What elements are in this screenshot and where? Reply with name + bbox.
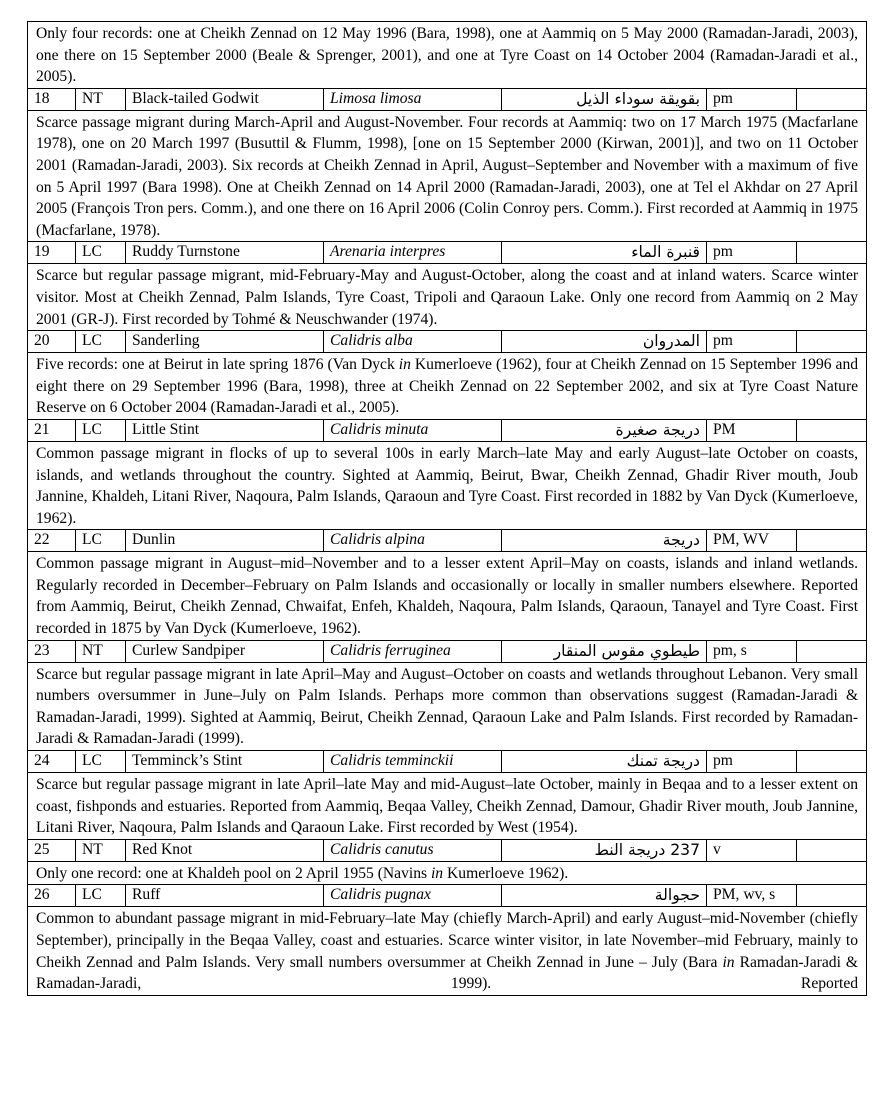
common-name: Curlew Sandpiper: [126, 640, 324, 662]
intro-row: [28, 22, 867, 89]
iucn-status: NT: [76, 88, 126, 110]
species-header-row: [28, 640, 867, 662]
empty-cell: [797, 242, 867, 264]
species-header-row: [28, 88, 867, 110]
species-description-row: [28, 552, 867, 640]
species-description: [28, 861, 867, 885]
occurrence-code: pm, s: [707, 640, 797, 662]
species-description: [28, 264, 867, 331]
iucn-status: LC: [76, 885, 126, 907]
empty-cell: [797, 419, 867, 441]
species-description: [28, 662, 867, 750]
species-description: [28, 552, 867, 640]
species-description-row: [28, 353, 867, 420]
species-number: 18: [28, 88, 76, 110]
species-number: 20: [28, 331, 76, 353]
description-text-continued: Kumerloeve 1962).: [443, 864, 569, 882]
scientific-name: Limosa limosa: [324, 88, 502, 110]
species-number: 22: [28, 530, 76, 552]
common-name: Sanderling: [126, 331, 324, 353]
description-italic-in: in: [722, 953, 735, 971]
species-header-row: [28, 885, 867, 907]
empty-cell: [797, 885, 867, 907]
species-header-row: [28, 751, 867, 773]
common-name: Ruddy Turnstone: [126, 242, 324, 264]
description-text: Common passage migrant in flocks of up to several 100s in early March–late May and early August–late October on coasts, islands, and wetlands throughout the country. Sighted at Aammiq, Beirut, Bwar, Cheikh Zennad, Ghadir River mouth, Joub Jannine, Khaldeh, Litani River, Naqoura, Palm Islands, Qaraoun and Tyre Coast. First recorded in 1882 by Van Dyck (Kumerloeve, 1962).: [36, 444, 859, 527]
species-description: [28, 773, 867, 840]
species-number: 23: [28, 640, 76, 662]
species-number: 19: [28, 242, 76, 264]
common-name: Dunlin: [126, 530, 324, 552]
empty-cell: [797, 640, 867, 662]
species-description-row: [28, 264, 867, 331]
species-description-row: [28, 441, 867, 529]
description-italic-in: in: [430, 864, 444, 882]
empty-cell: [797, 530, 867, 552]
scientific-name: Calidris alba: [324, 331, 502, 353]
arabic-name: طيطوي مقوس المنقار: [502, 640, 707, 662]
occurrence-code: PM: [707, 419, 797, 441]
description-text: Scarce passage migrant during March-April and August-November. Four records at Aammiq: two on 17 March 1975 (Macfarlane 1978), one on 20 March 1997 (Busuttil & Flumm, 1998), [one on 15 September 2000 (Kirwan, 2001)], and two on 11 October 2001 (Ramadan-Jaradi, 2003). Six records at Cheikh Zennad in April, August–September and November with a maximum of five on 5 April 1997 (Bara 1998). One at Cheikh Zennad on 14 April 2000 (Ramadan-Jaradi, 2003), one at Tel el Akhdar on 27 April 2005 (François Tron pers. Comm.), and one there on 16 April 2006 (Colin Conroy pers. Comm.). First recorded at Aammiq in 1975 (Macfarlane, 1978).: [36, 113, 859, 239]
empty-cell: [797, 839, 867, 861]
species-header-row: [28, 242, 867, 264]
scientific-name: Calidris ferruginea: [324, 640, 502, 662]
empty-cell: [797, 331, 867, 353]
arabic-name: بقويقة سوداء الذيل: [502, 88, 707, 110]
scientific-name: Calidris canutus: [324, 839, 502, 861]
species-description-row: [28, 110, 867, 242]
species-description: [28, 110, 867, 242]
description-text-continued: Ramadan-Jaradi & Ramadan-Jaradi, 1999). Reported: [36, 953, 859, 993]
species-description-row: [28, 662, 867, 750]
arabic-name: دريجة صغيرة: [502, 419, 707, 441]
scientific-name: Calidris minuta: [324, 419, 502, 441]
occurrence-code: pm: [707, 242, 797, 264]
scientific-name: Calidris pugnax: [324, 885, 502, 907]
species-header-row: [28, 331, 867, 353]
species-header-row: [28, 419, 867, 441]
iucn-status: LC: [76, 331, 126, 353]
occurrence-code: PM, WV: [707, 530, 797, 552]
species-number: 26: [28, 885, 76, 907]
description-text: Scarce but regular passage migrant, mid-February-May and August-October, along the coast and at inland waters. Scarce winter visitor. Most at Cheikh Zennad, Palm Islands, Tyre Coast, Tripoli and Qaraoun Lake. Only one record from Aammiq on 2 May 2001 (GR-J). First recorded by Tohmé & Neuschwander (1974).: [36, 267, 859, 328]
species-table-body: [28, 22, 867, 996]
iucn-status: LC: [76, 242, 126, 264]
common-name: Ruff: [126, 885, 324, 907]
arabic-name: حجوالة: [502, 885, 707, 907]
iucn-status: LC: [76, 751, 126, 773]
common-name: Little Stint: [126, 419, 324, 441]
arabic-name: دريجة تمنك: [502, 751, 707, 773]
iucn-status: LC: [76, 530, 126, 552]
species-number: 24: [28, 751, 76, 773]
description-text: Common passage migrant in August–mid–November and to a lesser extent April–May on coasts, islands and inland wetlands. Regularly recorded in December–February on Palm Islands and occasionally or locally in smaller numbers elsewhere. Reported from Aammiq, Beirut, Cheikh Zennad, Chwaifat, Enfeh, Khaldeh, Naqoura, Palm Islands, Qaraoun, Tanayel and Tyre Coast. First recorded in 1875 by Van Dyck (Kumerloeve, 1962).: [36, 555, 859, 638]
scientific-name: Arenaria interpres: [324, 242, 502, 264]
description-text: Scarce but regular passage migrant in late April–May and August–October on coasts and wetlands throughout Lebanon. Very small numbers oversummer in June–July on Palm Islands. Perhaps more common than observations suggest (Ramadan-Jaradi & Ramadan-Jaradi, 1999). Sighted at Aammiq, Beirut, Cheikh Zennad, Qaraoun Lake and Palm Islands. First recorded by Ramadan-Jaradi & Ramadan-Jaradi (1999).: [36, 665, 859, 748]
species-description-row: [28, 773, 867, 840]
species-description: [28, 907, 867, 995]
description-italic-in: in: [398, 356, 411, 374]
arabic-name: قنبرة الماء: [502, 242, 707, 264]
empty-cell: [797, 751, 867, 773]
species-number: 25: [28, 839, 76, 861]
common-name: Red Knot: [126, 839, 324, 861]
species-description: [28, 353, 867, 420]
iucn-status: LC: [76, 419, 126, 441]
species-description-row: [28, 861, 867, 885]
scientific-name: Calidris temminckii: [324, 751, 502, 773]
species-header-row: [28, 530, 867, 552]
description-text-continued: Kumerloeve (1962), four at Cheikh Zennad on 15 September 1996 and eight there on 29 September 1996 (Bara, 1998), three at Cheikh Zennad on 22 September 2002, and six at Tyre Coast Nature Reserve on 6 October 2004 (Ramadan-Jaradi et al., 2005).: [36, 356, 859, 417]
arabic-name: دريجة: [502, 530, 707, 552]
intro-description: Only four records: one at Cheikh Zennad on 12 May 1996 (Bara, 1998), one at Aammiq on 5 May 2000 (Ramadan-Jaradi, 2003), one there on 15 September 2000 (Beale & Sprenger, 2001), and one at Tyre Coast on 14 October 2004 (Ramadan-Jaradi et al., 2005).: [28, 22, 867, 89]
arabic-name: 237 دريجة النط: [502, 839, 707, 861]
occurrence-code: PM, wv, s: [707, 885, 797, 907]
empty-cell: [797, 88, 867, 110]
description-text: Five records: one at Beirut in late spring 1876 (Van Dyck: [36, 356, 399, 374]
occurrence-code: pm: [707, 88, 797, 110]
species-table: [27, 21, 867, 996]
scientific-name: Calidris alpina: [324, 530, 502, 552]
description-text: Scarce but regular passage migrant in late April–late May and mid-August–late October, mainly in Beqaa and to a lesser extent on coast, fishponds and estuaries. Reported from Aammiq, Beqaa Valley, Cheikh Zennad, Damour, Ghadir River mouth, Joub Jannine, Litani River, Naqoura, Palm Islands and Qaraoun Lake. First recorded by West (1954).: [36, 776, 859, 837]
species-number: 21: [28, 419, 76, 441]
species-description-row: [28, 907, 867, 995]
arabic-name: المدروان: [502, 331, 707, 353]
iucn-status: NT: [76, 640, 126, 662]
occurrence-code: pm: [707, 331, 797, 353]
species-header-row: [28, 839, 867, 861]
species-description: [28, 441, 867, 529]
iucn-status: NT: [76, 839, 126, 861]
occurrence-code: v: [707, 839, 797, 861]
common-name: Black-tailed Godwit: [126, 88, 324, 110]
occurrence-code: pm: [707, 751, 797, 773]
description-text: Only one record: one at Khaldeh pool on 2 April 1955 (Navins: [36, 864, 431, 882]
description-text: Common to abundant passage migrant in mid-February–late May (chiefly March-April) and early August–mid-November (chiefly September), principally in the Beqaa Valley, coast and estuaries. Scarce winter visitor, in late November–mid February, mainly to Cheikh Zennad and Palm Islands. Very small numbers oversummer at Cheikh Zennad in June – July (Bara: [36, 910, 859, 971]
common-name: Temminck’s Stint: [126, 751, 324, 773]
